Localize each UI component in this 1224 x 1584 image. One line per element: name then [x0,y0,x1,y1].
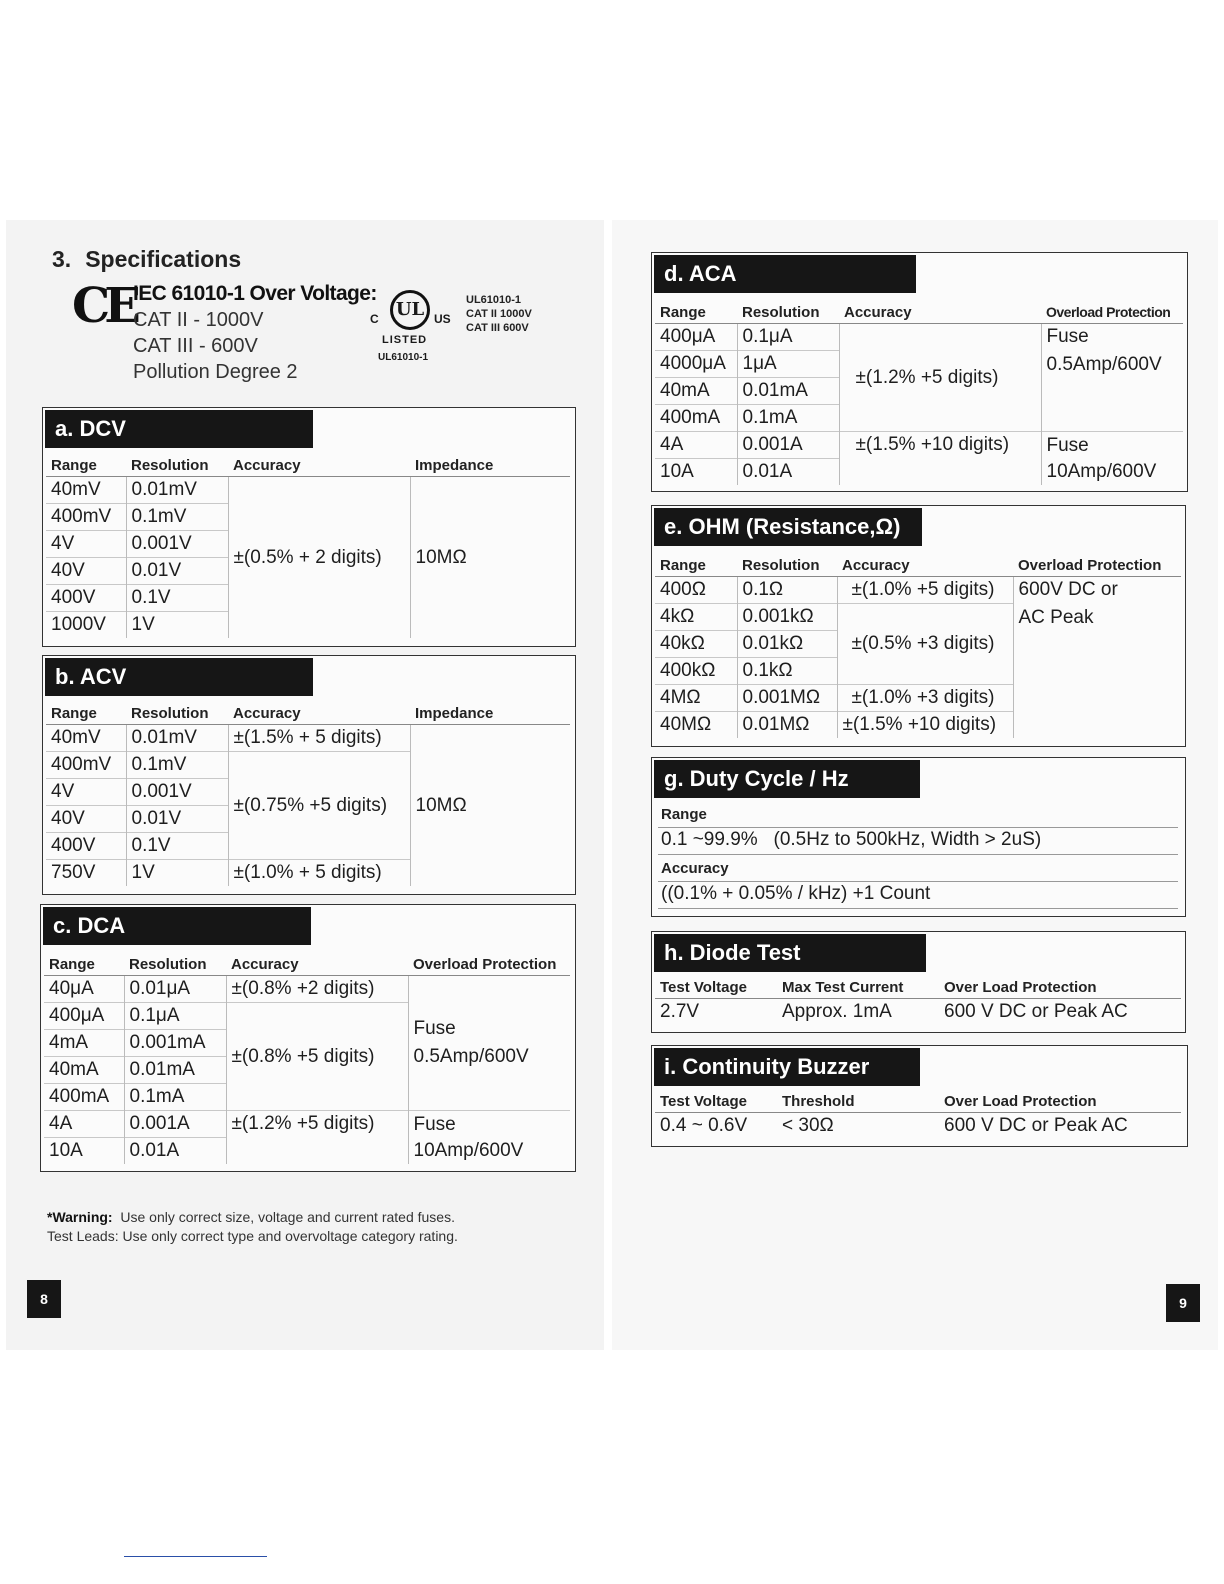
resolution-cell: 0.1mA [737,405,839,432]
col-header: Impedance [410,702,570,725]
range-cell: 40mV [46,477,126,504]
resolution-cell: 0.1mV [126,504,228,531]
range-cell: 750V [46,860,126,887]
warning-label: *Warning: [47,1209,113,1225]
col-header: Over Load Protection [939,976,1181,999]
accuracy-cell: ±(0.5% + 2 digits) [228,477,410,639]
protection-text: 0.5Amp/600V [413,1046,529,1067]
dcv-panel [42,407,576,647]
iec-line: Pollution Degree 2 [133,361,298,383]
resolution-cell: 0.01mA [737,378,839,405]
duty-accuracy-label: Accuracy [661,860,729,877]
col-header: Range [44,953,124,976]
range-cell: 40mA [655,378,737,405]
range-cell: 400Ω [655,577,737,604]
accuracy-cell: ±(1.0% +5 digits) [837,577,1013,604]
accuracy-cell: ±(1.0% + 5 digits) [228,860,410,887]
range-cell: 4kΩ [655,604,737,631]
max-current-cell: Approx. 1mA [777,999,939,1026]
col-header: Range [46,454,126,477]
resolution-cell: 0.01V [126,806,228,833]
range-cell: 40kΩ [655,631,737,658]
acv-banner: b. ACV [45,658,313,696]
resolution-cell: 0.001A [737,432,839,459]
resolution-cell: 0.01mV [126,725,228,752]
protection-text: Fuse [413,1113,456,1135]
divider [658,881,1178,882]
col-header: Accuracy [839,301,1041,324]
ul-c-mark: C [370,312,379,326]
acv-table [46,702,570,886]
ul-rating-line: CAT III 600V [466,322,529,334]
col-header: Resolution [126,454,228,477]
protection-text: 10Amp/600V [413,1139,524,1161]
aca-banner: d. ACA [654,255,916,293]
range-cell: 400kΩ [655,658,737,685]
ul-rating-line: UL61010-1 [466,294,522,306]
duty-accuracy-value: ((0.1% + 0.05% / kHz) +1 Count [661,883,931,904]
col-header: Accuracy [226,953,408,976]
section-title: Specifications [85,246,242,272]
accuracy-cell: ±(1.2% +5 digits) [226,1111,408,1165]
ul-rating-text [466,293,532,335]
accuracy-cell: ±(0.5% +3 digits) [837,604,1013,685]
accuracy-cell: ±(1.5% + 5 digits) [228,725,410,752]
iec-line: CAT II - 1000V [133,309,264,331]
section-number: 3. [52,246,72,272]
resolution-cell: 0.001mA [124,1030,226,1057]
threshold-cell: < 30Ω [777,1113,939,1140]
col-header: Resolution [737,554,837,577]
protection-text: AC Peak [1018,607,1094,628]
range-cell: 400μA [655,324,737,351]
col-header: Accuracy [228,454,410,477]
range-cell: 40μA [44,976,124,1003]
page-number-left: 8 [27,1280,61,1318]
range-cell: 400V [46,833,126,860]
ul-code-text: UL61010-1 [378,352,429,363]
resolution-cell: 0.01μA [124,976,226,1003]
table-row [44,976,570,1003]
protection-cell [1041,432,1183,486]
range-cell: 400mA [655,405,737,432]
range-cell: 40V [46,806,126,833]
divider [658,854,1178,855]
test-voltage-cell: 0.4 ~ 0.6V [655,1113,777,1140]
col-header: Accuracy [837,554,1013,577]
ce-mark-logo: CE [72,278,135,334]
col-header: Range [655,301,737,324]
acv-panel [42,655,576,895]
resolution-cell: 0.1mV [126,752,228,779]
continuity-banner: i. Continuity Buzzer [654,1048,920,1086]
accuracy-cell: ±(1.5% +10 digits) [837,712,1013,739]
range-cell: 4V [46,531,126,558]
ul-listed-text: LISTED [382,334,428,346]
range-cell: 4MΩ [655,685,737,712]
resolution-cell: 1μA [737,351,839,378]
range-cell: 40mA [44,1057,124,1084]
accuracy-cell: ±(1.2% +5 digits) [839,324,1041,432]
dcv-banner: a. DCV [45,410,313,448]
dcv-table [46,454,570,638]
table-row [655,324,1183,351]
protection-text: 0.5Amp/600V [1046,354,1162,375]
resolution-cell: 0.1V [126,585,228,612]
range-cell: 40MΩ [655,712,737,739]
divider [658,908,1178,909]
col-header: Overload Protection [1041,301,1183,324]
resolution-cell: 0.001kΩ [737,604,837,631]
col-header: Impedance [410,454,570,477]
range-cell: 4A [655,432,737,459]
dca-panel [40,904,576,1172]
diode-table [655,976,1181,1025]
col-header: Accuracy [228,702,410,725]
resolution-cell: 0.1V [126,833,228,860]
range-cell: 4A [44,1111,124,1138]
resolution-cell: 0.01mV [126,477,228,504]
ul-circle-icon: UL [390,290,430,330]
dca-table [44,953,570,1164]
diode-test-panel [651,931,1186,1033]
col-header: Resolution [124,953,226,976]
range-cell: 1000V [46,612,126,639]
range-cell: 40V [46,558,126,585]
divider [658,827,1178,828]
protection-cell [1013,577,1181,739]
resolution-cell: 0.01MΩ [737,712,837,739]
range-cell: 10A [655,459,737,486]
col-header: Threshold [777,1090,939,1113]
ul-us-mark: US [434,312,451,326]
resolution-cell: 1V [126,612,228,639]
protection-text: 600V DC or [1018,579,1118,600]
aca-table [655,301,1183,485]
range-cell: 4000μA [655,351,737,378]
resolution-cell: 0.01A [737,459,839,486]
col-header: Over Load Protection [939,1090,1181,1113]
warning-text: Use only correct size, voltage and current rated fuses. [120,1209,455,1225]
resolution-cell: 0.01A [124,1138,226,1165]
accuracy-cell: ±(1.0% +3 digits) [837,685,1013,712]
resolution-cell: 0.01kΩ [737,631,837,658]
col-header: Test Voltage [655,1090,777,1113]
link-underline [124,1556,267,1557]
aca-panel [651,252,1188,492]
table-row [46,725,570,752]
ohm-panel [651,505,1186,747]
accuracy-cell: ±(0.75% +5 digits) [228,752,410,860]
range-cell: 40mV [46,725,126,752]
ohm-banner: e. OHM (Resistance,Ω) [654,508,922,546]
protection-cell: 600 V DC or Peak AC [939,1113,1181,1140]
protection-text: Fuse [1046,434,1089,456]
col-header: Test Voltage [655,976,777,999]
protection-text: 10Amp/600V [1046,460,1157,482]
impedance-cell: 10MΩ [410,477,570,639]
range-cell: 10A [44,1138,124,1165]
table-row [655,1113,1181,1140]
col-header: Range [655,554,737,577]
duty-cycle-banner: g. Duty Cycle / Hz [654,760,920,798]
resolution-cell: 0.01mA [124,1057,226,1084]
duty-range-value: 0.1 ~99.9% (0.5Hz to 500kHz, Width > 2uS) [661,829,1042,850]
table-row [46,477,570,504]
table-row [655,577,1181,604]
accuracy-cell: ±(0.8% +2 digits) [226,976,408,1003]
range-cell: 4mA [44,1030,124,1057]
resolution-cell: 1V [126,860,228,887]
col-header: Overload Protection [1013,554,1181,577]
iec-line: CAT III - 600V [133,335,258,357]
accuracy-cell: ±(1.5% +10 digits) [839,432,1041,486]
col-header: Resolution [126,702,228,725]
resolution-cell: 0.001MΩ [737,685,837,712]
col-header: Resolution [737,301,839,324]
range-cell: 400mV [46,504,126,531]
resolution-cell: 0.001A [124,1111,226,1138]
diode-test-banner: h. Diode Test [654,934,926,972]
continuity-table [655,1090,1181,1139]
test-voltage-cell: 2.7V [655,999,777,1026]
protection-text: Fuse [1046,326,1089,347]
table-row [44,1111,570,1138]
resolution-cell: 0.01V [126,558,228,585]
iec-title: IEC 61010-1 Over Voltage: [133,282,377,305]
protection-cell [1041,324,1183,432]
ul-rating-line: CAT II 1000V [466,308,532,320]
page-number-right: 9 [1166,1284,1200,1322]
duty-cycle-panel [651,757,1186,917]
warning-note [47,1208,458,1246]
resolution-cell: 0.1μA [737,324,839,351]
table-row [655,999,1181,1026]
dca-banner: c. DCA [43,907,311,945]
protection-cell: 600 V DC or Peak AC [939,999,1181,1026]
protection-text: Fuse [413,1018,456,1039]
resolution-cell: 0.1Ω [737,577,837,604]
iec-block [133,282,377,384]
resolution-cell: 0.001V [126,779,228,806]
resolution-cell: 0.1μA [124,1003,226,1030]
warning-line2: Test Leads: Use only correct type and overvoltage category rating. [47,1228,458,1244]
range-cell: 400μA [44,1003,124,1030]
page-title [52,246,241,273]
accuracy-cell: ±(0.8% +5 digits) [226,1003,408,1111]
impedance-cell: 10MΩ [410,725,570,887]
protection-cell [408,976,570,1111]
duty-range-label: Range [661,806,707,823]
ohm-table [655,554,1181,738]
range-cell: 400mV [46,752,126,779]
table-row [655,432,1183,459]
col-header: Max Test Current [777,976,939,999]
col-header: Range [46,702,126,725]
resolution-cell: 0.001V [126,531,228,558]
col-header: Overload Protection [408,953,570,976]
protection-cell [408,1111,570,1165]
range-cell: 4V [46,779,126,806]
resolution-cell: 0.1kΩ [737,658,837,685]
resolution-cell: 0.1mA [124,1084,226,1111]
range-cell: 400V [46,585,126,612]
range-cell: 400mA [44,1084,124,1111]
continuity-panel [651,1045,1188,1147]
